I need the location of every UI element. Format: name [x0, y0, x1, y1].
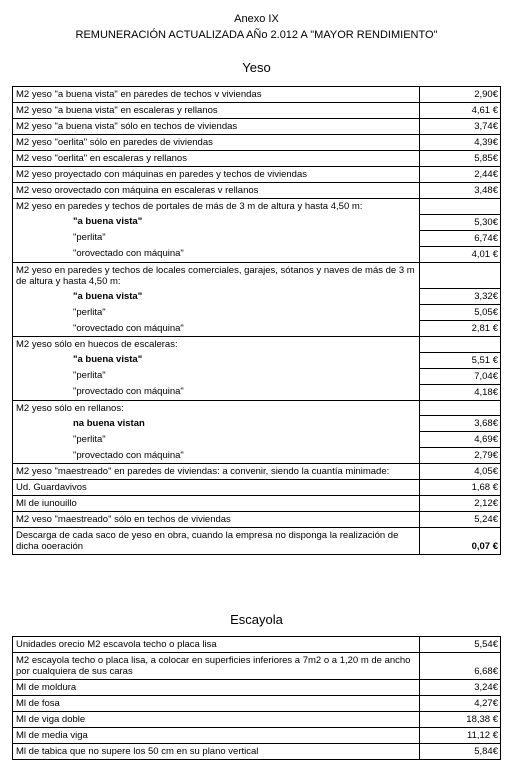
row-label: M2 yeso "maestreado" en paredes de viviendas: a convenir, siendo la cuantía minimade:: [13, 464, 420, 480]
row-label: na buena vistan: [13, 416, 420, 432]
row-value: 4,05€: [420, 464, 501, 480]
row-label: "orovectado con máquina": [13, 321, 420, 337]
row-label: Ml de fosa: [13, 696, 420, 712]
row-value: 4,69€: [420, 432, 501, 448]
group-intro-row: [13, 262, 501, 289]
row-label: M2 veso orovectado con máquina en escaleras v rellanos: [13, 183, 420, 199]
row-value: 1,68 €: [420, 480, 501, 496]
row-value: 5,84€: [420, 744, 501, 760]
group-intro: M2 yeso sólo en huecos de escaleras:: [13, 337, 420, 353]
row-value: 3,48€: [420, 183, 501, 199]
table-row: [13, 230, 501, 246]
table-row: [13, 416, 501, 432]
row-value-empty: [420, 262, 501, 289]
row-label: Ud. Guardavivos: [13, 480, 420, 496]
row-label: "a buena vista": [13, 289, 420, 305]
row-label: M2 escayola techo o placa lisa, a colocar en superficies inferiores a 7m2 o a 1,20 m de ancho por cualquiera de sus caras: [13, 653, 420, 680]
table-row: [13, 744, 501, 760]
row-value: 2,12€: [420, 496, 501, 512]
table-row: [13, 496, 501, 512]
row-label: Ml de media viga: [13, 728, 420, 744]
row-label: "perlita": [13, 230, 420, 246]
group-intro-row: [13, 337, 501, 353]
row-value: 5,51 €: [420, 352, 501, 368]
table-row: [13, 384, 501, 400]
table-row: [13, 103, 501, 119]
row-label: "perlita": [13, 432, 420, 448]
row-value: 3,74€: [420, 119, 501, 135]
group-intro: M2 yeso en paredes y techos de portales de más de 3 m de altura y hasta 4,50 m:: [13, 199, 420, 215]
annex-title: Anexo IX: [234, 13, 279, 25]
row-label: Ml de moldura: [13, 680, 420, 696]
table-row: [13, 696, 501, 712]
table-row: [13, 448, 501, 464]
row-value: 2,81 €: [420, 321, 501, 337]
row-value: 2,79€: [420, 448, 501, 464]
row-value: 18,38 €: [420, 712, 501, 728]
group-intro: M2 yeso en paredes y techos de locales comerciales, garajes, sótanos y naves de más de 3 m de altura y hasta 4,50 m:: [13, 262, 420, 289]
table-row: [13, 305, 501, 321]
table-row: [13, 321, 501, 337]
section-title-escayola: Escayola: [230, 612, 283, 627]
row-value: 11,12 €: [420, 728, 501, 744]
table-row: [13, 528, 501, 555]
table-row: [13, 135, 501, 151]
table-row: [13, 167, 501, 183]
row-value: 2,90€: [420, 87, 501, 103]
row-label: M2 veso "oerlita" en escaleras y rellanos: [13, 151, 420, 167]
row-value-empty: [420, 337, 501, 353]
row-label: M2 yeso "a buena vista" sólo en techos de viviendas: [13, 119, 420, 135]
row-label: "perlita": [13, 368, 420, 384]
group-intro-row: [13, 199, 501, 215]
row-value: 3,24€: [420, 680, 501, 696]
table-row: [13, 87, 501, 103]
section-title-yeso: Yeso: [242, 60, 271, 75]
row-label: Unidades orecio M2 escavola techo o placa lisa: [13, 637, 420, 653]
row-value: 4,27€: [420, 696, 501, 712]
row-label: M2 yeso "a buena vista" en paredes de techos v viviendas: [13, 87, 420, 103]
row-value: 5,30€: [420, 214, 501, 230]
row-value-empty: [420, 400, 501, 416]
table-row: [13, 464, 501, 480]
row-label: M2 yeso "a buena vista" en escaleras y rellanos: [13, 103, 420, 119]
row-label: M2 veso "maestreado" sólo en techos de viviendas: [13, 512, 420, 528]
row-label: Ml de iunouillo: [13, 496, 420, 512]
escayola-table: [12, 636, 501, 760]
row-value: 4,18€: [420, 384, 501, 400]
row-value: 3,68€: [420, 416, 501, 432]
row-value: 7,04€: [420, 368, 501, 384]
table-row: [13, 289, 501, 305]
group-intro-row: [13, 400, 501, 416]
table-row: [13, 728, 501, 744]
row-label: "a buena vista": [13, 352, 420, 368]
row-label: "provectado con máquina": [13, 384, 420, 400]
row-value: 4,61 €: [420, 103, 501, 119]
table-row: [13, 480, 501, 496]
row-value: 6,74€: [420, 230, 501, 246]
row-label: "orovectado con máquina": [13, 246, 420, 262]
row-value: 4,39€: [420, 135, 501, 151]
table-row: [13, 352, 501, 368]
row-label: "provectado con máquina": [13, 448, 420, 464]
row-value: 3,32€: [420, 289, 501, 305]
row-value: 0,07 €: [420, 528, 501, 555]
row-value-empty: [420, 199, 501, 215]
row-label: M2 yeso proyectado con máquinas en paredes y techos de viviendas: [13, 167, 420, 183]
row-label: Ml de viga doble: [13, 712, 420, 728]
row-value: 5,85€: [420, 151, 501, 167]
table-row: [13, 183, 501, 199]
row-label: M2 yeso "oerlita" sólo en paredes de viviendas: [13, 135, 420, 151]
table-row: [13, 653, 501, 680]
table-row: [13, 680, 501, 696]
table-row: [13, 119, 501, 135]
table-row: [13, 214, 501, 230]
row-value: 6,68€: [420, 653, 501, 680]
table-row: [13, 512, 501, 528]
row-value: 5,24€: [420, 512, 501, 528]
row-label: "a buena vista": [13, 214, 420, 230]
group-intro: M2 yeso sólo en rellanos:: [13, 400, 420, 416]
table-row: [13, 637, 501, 653]
yeso-table: [12, 86, 501, 555]
row-label: "perlita": [13, 305, 420, 321]
row-label: Ml de tabica que no supere los 50 cm en su plano vertical: [13, 744, 420, 760]
row-value: 4,01 €: [420, 246, 501, 262]
table-row: [13, 432, 501, 448]
row-value: 5,05€: [420, 305, 501, 321]
document-subtitle: REMUNERACIÓN ACTUALIZADA AÑo 2.012 A "MAYOR RENDIMIENTO": [75, 29, 438, 41]
table-row: [13, 151, 501, 167]
table-row: [13, 246, 501, 262]
table-row: [13, 712, 501, 728]
table-row: [13, 368, 501, 384]
row-label: Descarga de cada saco de yeso en obra, cuando la empresa no disponga la realización de dicha ooeración: [13, 528, 420, 555]
row-value: 5,54€: [420, 637, 501, 653]
row-value: 2,44€: [420, 167, 501, 183]
